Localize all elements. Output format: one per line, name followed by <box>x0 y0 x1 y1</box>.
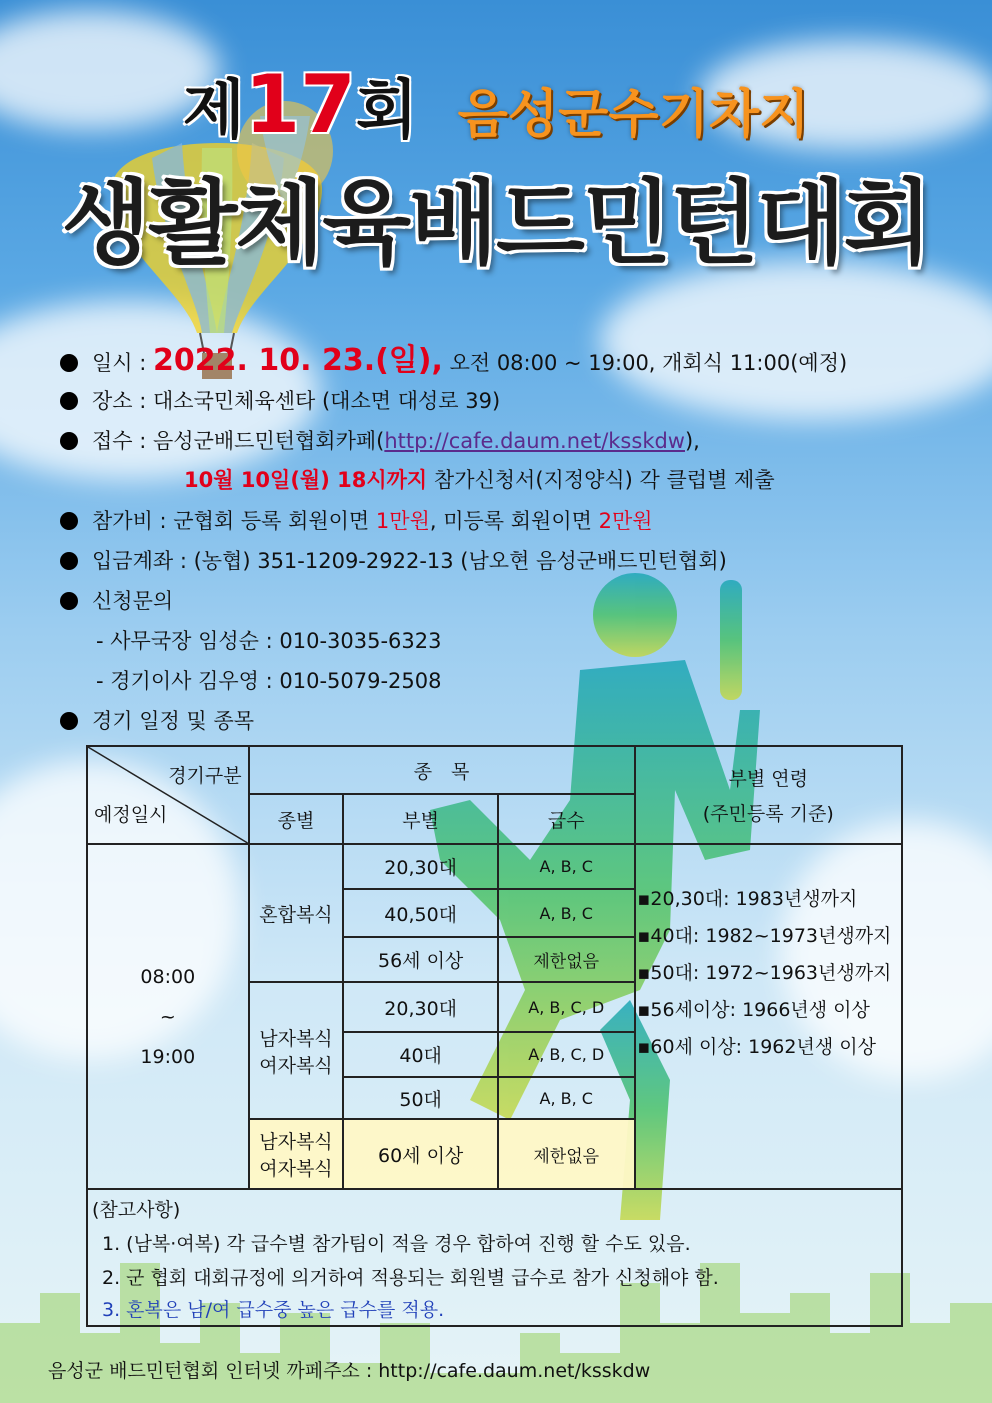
title-number: 17 <box>244 58 356 151</box>
time-cell: 08:00 ~ 19:00 <box>87 844 249 1189</box>
type-doubles-senior: 남자복식 여자복식 <box>249 1119 344 1189</box>
grade-cell: A, B, C <box>498 844 635 889</box>
age-rules-cell: ▪20,30대: 1983년생까지 ▪40대: 1982~1973년생까지 ▪50대: 1972~1963년생까지 ▪56세이상: 1966년생 이상 ▪60세 이상: 1962년생 이상 <box>635 844 902 1189</box>
division-cell: 50대 <box>343 1077 498 1119</box>
bullet-icon <box>60 552 78 570</box>
info-account: 입금계좌 : (농협) 351-1209-2922-13 (남오현 음성군배드민턴협회) <box>60 545 727 575</box>
contact-director: - 경기이사 김우영 : 010-5079-2508 <box>96 669 442 693</box>
fee-nonmember: 2만원 <box>598 509 653 533</box>
poster-title-line1 <box>0 58 992 151</box>
event-time: 오전 08:00 ~ 19:00, 개회식 11:00(예정) <box>449 351 848 375</box>
col-grade-header: 급수 <box>498 794 635 844</box>
info-fee: 참가비 : 군협회 등록 회원이면 1만원, 미등록 회원이면 2만원 <box>60 505 653 535</box>
bullet-icon <box>60 592 78 610</box>
footer-cafe-address: 음성군 배드민턴협회 인터넷 까페주소 : http://cafe.daum.net/ksskdw <box>48 1360 651 1382</box>
event-header: 종 목 <box>249 746 635 794</box>
age-header: 부별 연령 (주민등록 기준) <box>635 746 902 844</box>
grade-cell: A, B, C <box>498 1077 635 1119</box>
deadline-date: 10월 10일(월) 18시까지 <box>184 468 428 492</box>
schedule-table <box>86 745 903 1190</box>
poster-main-title: 생활체육배드민턴대회 <box>61 170 931 277</box>
division-cell: 40대 <box>343 1032 498 1077</box>
division-cell: 60세 이상 <box>343 1119 498 1189</box>
grade-cell: A, B, C, D <box>498 982 635 1032</box>
info-schedule: 경기 일정 및 종목 <box>60 705 254 735</box>
note-item: 3. 혼복은 남/여 급수중 높은 급수를 적용. <box>102 1299 445 1321</box>
table-corner-cell: 경기구분 예정일시 <box>87 746 249 844</box>
fee-member: 1만원 <box>375 509 430 533</box>
bullet-icon <box>60 432 78 450</box>
event-date: 2022. 10. 23.(일), <box>153 343 443 378</box>
info-date: 일시 : 2022. 10. 23.(일), 오전 08:00 ~ 19:00, 개회식 11:00(예정) <box>60 335 847 379</box>
notes-box <box>86 1189 903 1327</box>
notes-heading: (참고사항) <box>92 1199 181 1221</box>
bullet-icon <box>60 392 78 410</box>
note-item: 2. 군 협회 대회규정에 의거하여 적용되는 회원별 급수로 참가 신청해야 함. <box>102 1267 719 1289</box>
col-division-header: 부별 <box>343 794 498 844</box>
info-deadline: 10월 10일(월) 18시까지 참가신청서(지정양식) 각 클럽별 제출 <box>184 468 775 492</box>
info-venue: 장소 : 대소국민체육센타 (대소면 대성로 39) <box>60 385 500 415</box>
division-cell: 56세 이상 <box>343 937 498 982</box>
type-doubles: 남자복식 여자복식 <box>249 982 344 1119</box>
contact-secretary: - 사무국장 임성순 : 010-3035-6323 <box>96 629 442 653</box>
info-inquiry: 신청문의 <box>60 585 173 615</box>
cafe-link[interactable]: http://cafe.daum.net/ksskdw <box>384 429 685 453</box>
info-reception: 접수 : 음성군배드민턴협회카페(http://cafe.daum.net/ksskdw), <box>60 425 700 455</box>
division-cell: 20,30대 <box>343 844 498 889</box>
grade-cell: A, B, C, D <box>498 1032 635 1077</box>
division-cell: 20,30대 <box>343 982 498 1032</box>
venue-value: 대소국민체육센타 (대소면 대성로 39) <box>153 389 501 413</box>
title-sponsor: 음성군수기차지 <box>457 85 810 145</box>
bullet-icon <box>60 512 78 530</box>
bullet-icon <box>60 712 78 730</box>
title-prefix: 제 <box>182 74 245 148</box>
title-suffix: 회 <box>355 74 418 148</box>
type-mixed: 혼합복식 <box>249 844 344 982</box>
note-item: 1. (남복·여복) 각 급수별 참가팀이 적을 경우 합하여 진행 할 수도 있음. <box>102 1233 691 1255</box>
division-cell: 40,50대 <box>343 889 498 937</box>
grade-cell: 제한없음 <box>498 1119 635 1189</box>
col-type-header: 종별 <box>249 794 344 844</box>
grade-cell: A, B, C <box>498 889 635 937</box>
grade-cell: 제한없음 <box>498 937 635 982</box>
bullet-icon <box>60 354 78 372</box>
